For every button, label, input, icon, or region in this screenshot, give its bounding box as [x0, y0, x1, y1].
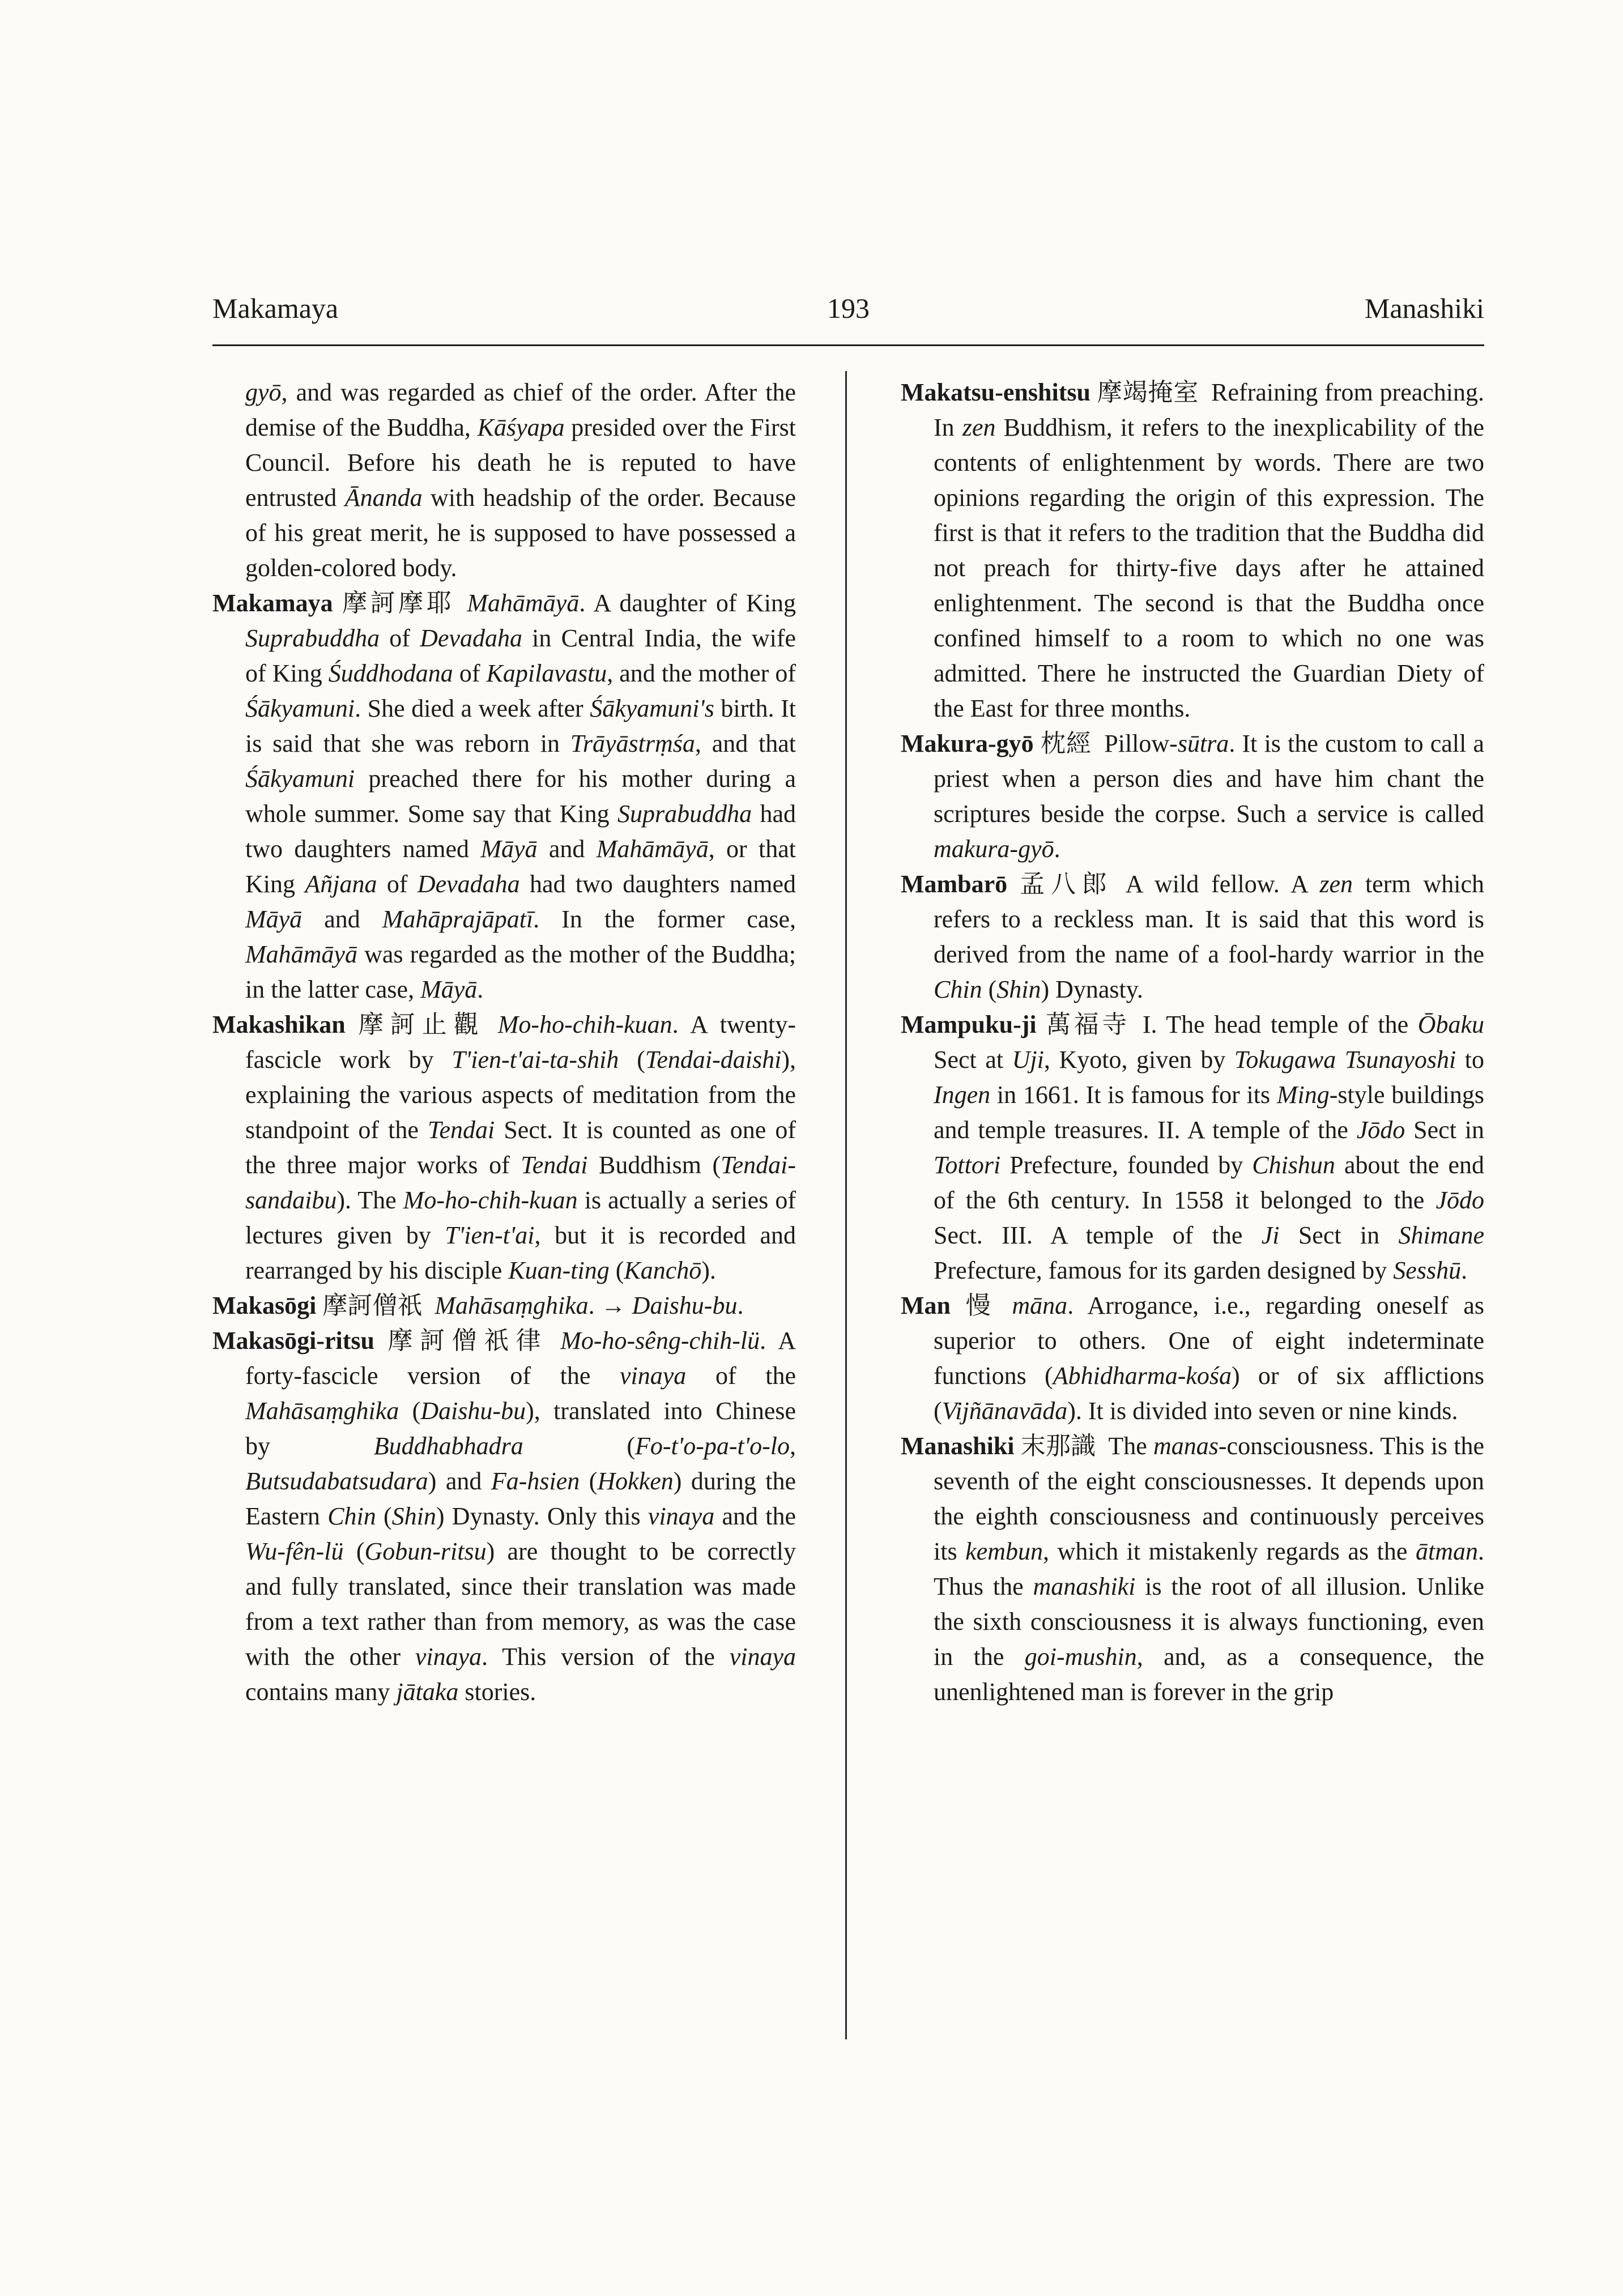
entry-makas-gi: Makasōgi 摩訶僧祇 Mahāsaṃghika. → Daishu-bu. [212, 1292, 744, 1319]
entry-manashiki: Manashiki 末那識 The manas-consciousness. This is the seventh of the eight consciousnesses. It depends upon the eighth consciousness and continuously perceives its kembun, which it mistakenly regards as the ātman. Thus the manashiki is the root of all illusion. Unlike the sixth consciousness it is always functioning, even in the goi-mushin, and, as a consequence, the unenlightened man is forever in the grip [901, 1432, 1485, 1706]
page-number: 193 [827, 292, 870, 324]
entry-kanji: 枕經 [1040, 730, 1092, 757]
entry-kanji: 摩竭掩室 [1097, 378, 1199, 406]
entry-headword: Mampuku-ji [901, 1011, 1037, 1038]
entry-kanji: 孟八郎 [1020, 870, 1113, 898]
entry-kanji: 摩訶摩耶 [342, 589, 455, 617]
entry-headword: Makura-gyō [901, 730, 1034, 757]
entry-kanji: 萬福寺 [1046, 1011, 1130, 1038]
entry-headword: Makatsu-enshitsu [901, 378, 1090, 406]
entry-kanji: 末那識 [1020, 1432, 1096, 1460]
entry-makura-gy-: Makura-gyō 枕經 Pillow-sūtra. It is the custom to call a priest when a person dies and have him chant the scriptures beside the corpse. Such a service is called makura-gyō. [901, 730, 1485, 863]
entry-makamaya: Makamaya 摩訶摩耶 Mahāmāyā. A daughter of King Suprabuddha of Devadaha in Central India, the wife of King Śuddhodana of Kapilavastu, and the mother of Śākyamuni. She died a week after Śākyamuni's birth. It is said that she was reborn in Trāyāstrṃśa, and that Śākyamuni preached there for his mother during a whole summer. Some say that King Suprabuddha had two daughters named Māyā and Mahāmāyā, or that King Añjana of Devadaha had two daughters named Māyā and Mahāprajāpatī. In the former case, Mahāmāyā was regarded as the mother of the Buddha; in the latter case, Māyā. [212, 589, 796, 1003]
entry-kanji: 摩訶僧祇 [322, 1292, 423, 1319]
left-column [212, 375, 796, 1710]
header-guide-word-right: Manashiki [1364, 292, 1484, 324]
entry-headword: Makasōgi [212, 1292, 317, 1319]
header-guide-word-left: Makamaya [212, 292, 339, 324]
entry-mambar-: Mambarō 孟八郎 A wild fellow. A zen term which refers to a reckless man. It is said that this word is derived from the name of a fool-hardy warrior in the Chin (Shin) Dynasty. [901, 870, 1485, 1003]
entry-headword: Makamaya [212, 589, 333, 617]
entry-headword: Mambarō [901, 870, 1008, 898]
entry-kanji: 慢 [965, 1292, 1000, 1319]
entry-mampuku-ji: Mampuku-ji 萬福寺 I. The head temple of the Ōbaku Sect at Uji, Kyoto, given by Tokugawa Tsunayoshi to Ingen in 1661. It is famous for its Ming-style buildings and temple treasures. II. A temple of the Jōdo Sect in Tottori Prefecture, founded by Chishun about the end of the 6th century. In 1558 it belonged to the Jōdo Sect. III. A temple of the Ji Sect in Shimane Prefecture, famous for its garden designed by Sesshū. [901, 1011, 1485, 1284]
entry-headword: Makasōgi-ritsu [212, 1327, 374, 1354]
entry-headword: Manashiki [901, 1432, 1015, 1460]
continued-entry-paragraph: gyō, and was regarded as chief of the order. After the demise of the Buddha, Kāśyapa presided over the First Council. Before his death he is reputed to have entrusted Ānanda with headship of the order. Because of his great merit, he is supposed to have possessed a golden-colored body. [245, 378, 796, 582]
entry-makatsu-enshitsu: Makatsu-enshitsu 摩竭掩室 Refraining from preaching. In zen Buddhism, it refers to the inexplicability of the contents of enlightenment by words. There are two opinions regarding the origin of this expression. The first is that it refers to the tradition that the Buddha did not preach for thirty-five days after he attained enlightenment. The second is that the Buddha once confined himself to a room to which no one was admitted. There he instructed the Guardian Diety of the East for three months. [901, 378, 1485, 722]
entry-kanji: 摩訶僧祇律 [387, 1327, 548, 1354]
entry-makashikan: Makashikan 摩訶止觀 Mo-ho-chih-kuan. A twenty-fascicle work by T'ien-t'ai-ta-shih (Tendai-daishi), explaining the various aspects of meditation from the standpoint of the Tendai Sect. It is counted as one of the three major works of Tendai Buddhism (Tendai-sandaibu). The Mo-ho-chih-kuan is actually a series of lectures given by T'ien-t'ai, but it is recorded and rearranged by his disciple Kuan-ting (Kanchō). [212, 1011, 796, 1284]
entry-kanji: 摩訶止觀 [358, 1011, 485, 1038]
header-rule [212, 344, 1484, 346]
entry-headword: Makashikan [212, 1011, 346, 1038]
entry-man: Man 慢 māna. Arrogance, i.e., regarding oneself as superior to others. One of eight indeterminate functions (Abhidharma-kośa) or of six afflictions (Vijñānavāda). It is divided into seven or nine kinds. [901, 1292, 1484, 1425]
right-column [901, 375, 1484, 1710]
column-divider [845, 371, 847, 2039]
entry-makas-gi-ritsu: Makasōgi-ritsu 摩訶僧祇律 Mo-ho-sêng-chih-lü. A forty-fascicle version of the vinaya of the Mahāsaṃghika (Daishu-bu), translated into Chinese by Buddhabhadra (Fo-t'o-pa-t'o-lo, Butsudabatsudara) and Fa-hsien (Hokken) during the Eastern Chin (Shin) Dynasty. Only this vinaya and the Wu-fên-lü (Gobun-ritsu) are thought to be correctly and fully translated, since their translation was made from a text rather than from memory, as was the case with the other vinaya. This version of the vinaya contains many jātaka stories. [212, 1327, 796, 1706]
entry-headword: Man [901, 1292, 951, 1319]
